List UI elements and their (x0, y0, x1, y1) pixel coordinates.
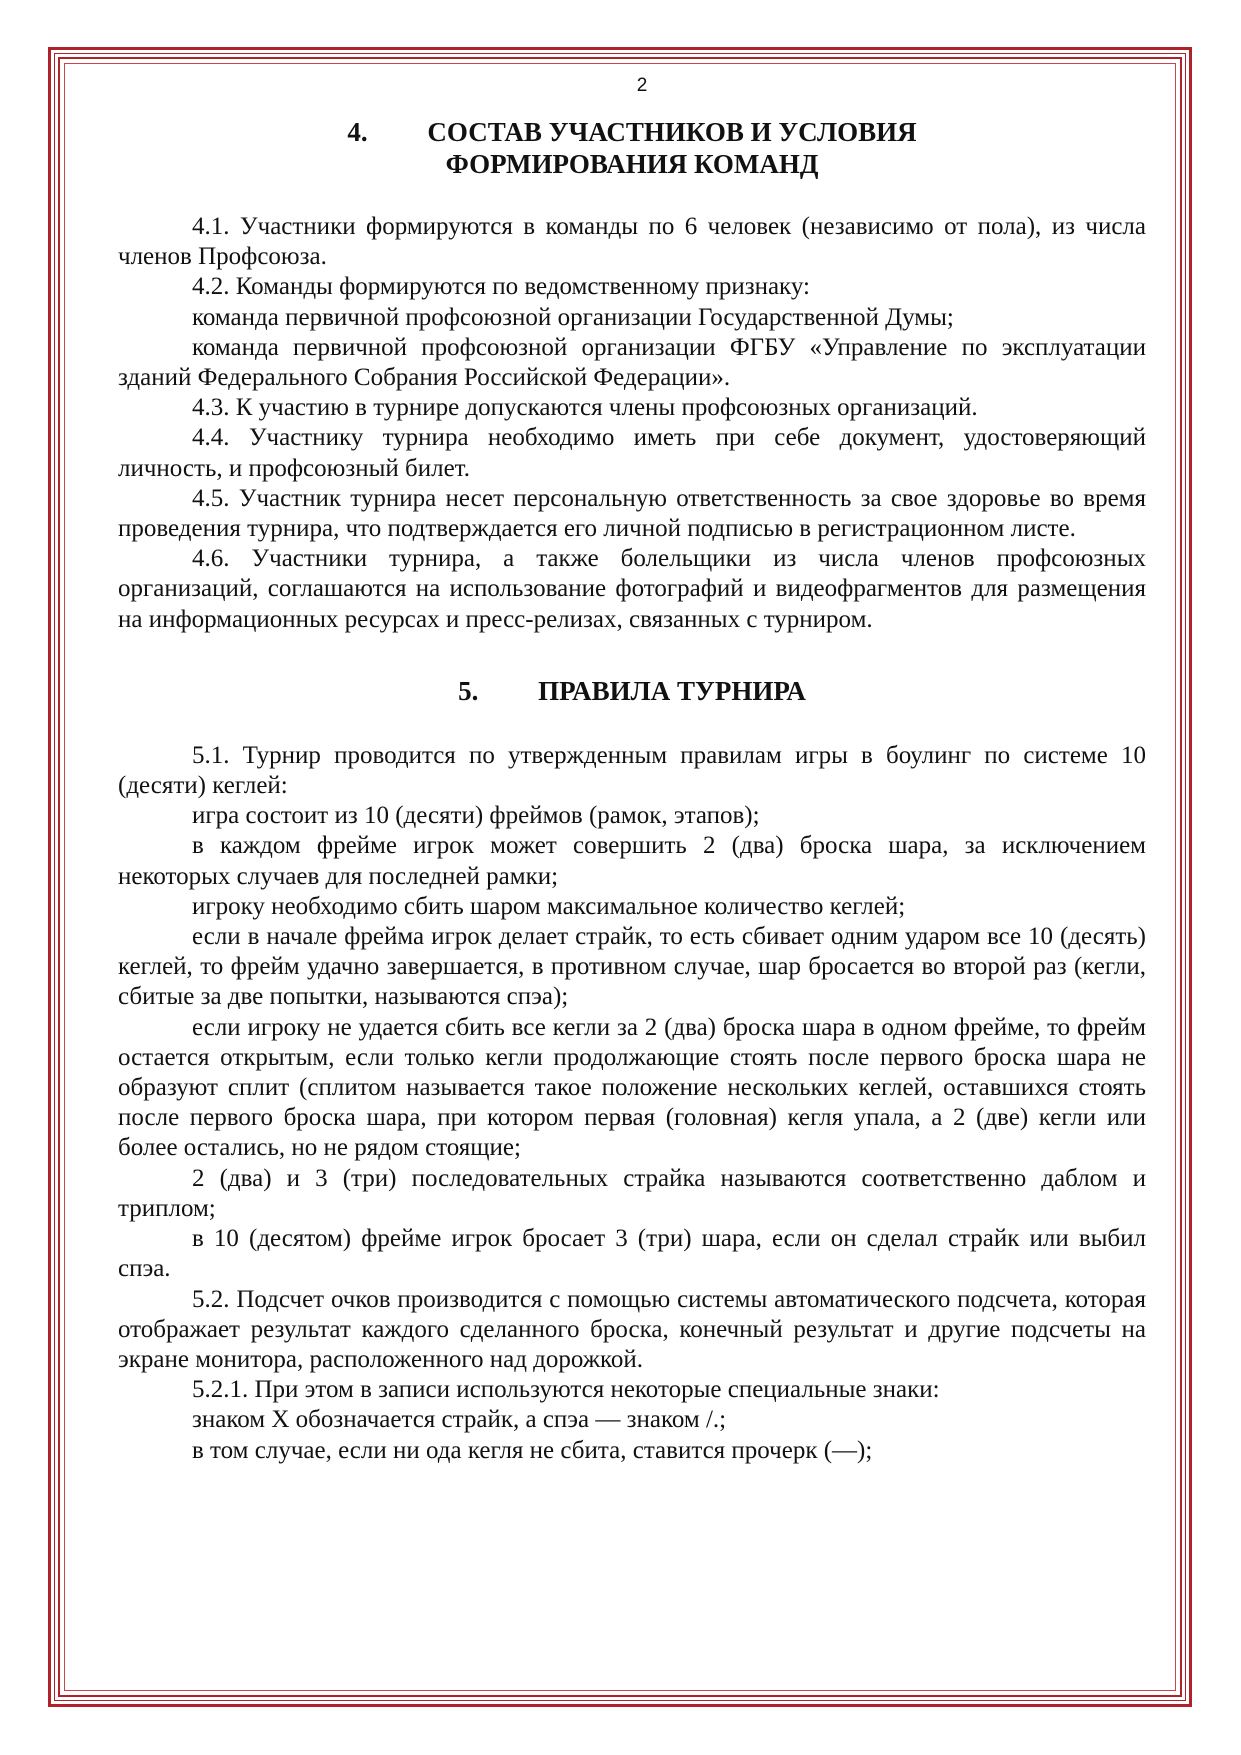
section-5-title: ПРАВИЛА ТУРНИРА (538, 675, 806, 706)
rule-item-double-triple: 2 (два) и 3 (три) последовательных страйка называются соответственно даблом и триплом; (118, 1164, 1146, 1222)
section-4-title-line2: ФОРМИРОВАНИЯ КОМАНД (445, 149, 819, 179)
paragraph-4-3: 4.3. К участию в турнире допускаются члены профсоюзных организаций. (192, 394, 978, 422)
section-5-number: 5. (458, 675, 479, 706)
rule-item-symbols: знаком Х обозначается страйк, а спэа — знаком /.; (192, 1406, 727, 1434)
section-5-body (118, 741, 1146, 1466)
paragraph-4-1: 4.1. Участники формируются в команды по 6 человек (независимо от пола), из числа членов Профсоюза. (118, 213, 1146, 271)
section-4-number: 4. (347, 117, 368, 147)
rule-item-strike: если в начале фрейма игрок делает страйк, то есть сбивает одним ударом все 10 (десять) кеглей, то фрейм удачно завершается, в противном случае, шар бросается во второй раз (кегли, сбитые за две попытки, называются спэа); (118, 923, 1146, 1011)
rule-item-max-pins: игроку необходимо сбить шаром максимальное количество кеглей; (192, 892, 906, 920)
section-4-title-line1: СОСТАВ УЧАСТНИКОВ И УСЛОВИЯ (427, 117, 917, 147)
document-page (118, 72, 1146, 1690)
section-4-heading (118, 116, 1146, 180)
paragraph-5-2: 5.2. Подсчет очков производится с помощью системы автоматического подсчета, которая отображает результат каждого сделанного броска, конечный результат и другие подсчеты на экране монитора, расположенного над дорожкой. (118, 1285, 1146, 1373)
rule-item-open-frame: если игроку не удается сбить все кегли за 2 (два) броска шара в одном фрейме, то фрейм остается открытым, если только кегли продолжающие стоять после первого броска шара не образуют сплит (сплитом называется такое положение нескольких кеглей, оставшихся стоять после первого броска шара, при котором первая (головная) кегля упала, а 2 (две) кегли или более остались, но не рядом стоящие; (118, 1013, 1146, 1162)
paragraph-4-2: 4.2. Команды формируются по ведомственному признаку: (192, 273, 810, 301)
paragraph-4-5: 4.5. Участник турнира несет персональную ответственность за свое здоровье во время проведения турнира, что подтверждается его личной подписью в регистрационном листе. (118, 484, 1146, 543)
section-4-body (118, 212, 1146, 635)
rule-item-throws: в каждом фрейме игрок может совершить 2 (два) броска шара, за исключением некоторых случаев для последней рамки; (118, 832, 1146, 890)
rule-item-dash: в том случае, если ни ода кегля не сбита, ставится прочерк (—); (192, 1436, 873, 1464)
section-5-heading (118, 675, 1146, 707)
paragraph-4-2-item-duma: команда первичной профсоюзной организации Государственной Думы; (192, 303, 954, 331)
paragraph-5-2-1: 5.2.1. При этом в записи используются некоторые специальные знаки: (192, 1376, 940, 1404)
paragraph-5-1: 5.1. Турнир проводится по утвержденным правилам игры в боулинг по системе 10 (десяти) кеглей: (118, 741, 1146, 800)
page-number: 2 (636, 75, 648, 96)
paragraph-4-6: 4.6. Участники турнира, а также болельщики из числа членов профсоюзных организаций, соглашаются на использование фотографий и видеофрагментов для размещения на информационных ресурсах и пресс-релизах, связанных с турниром. (118, 545, 1146, 633)
paragraph-4-4: 4.4. Участнику турнира необходимо иметь при себе документ, удостоверяющий личность, и профсоюзный билет. (118, 424, 1146, 482)
paragraph-4-2-item-fgbu: команда первичной профсоюзной организации ФГБУ «Управление по эксплуатации зданий Федерального Собрания Российской Федерации». (118, 333, 1146, 392)
rule-item-frames: игра состоит из 10 (десяти) фреймов (рамок, этапов); (192, 802, 760, 830)
rule-item-tenth-frame: в 10 (десятом) фрейме игрок бросает 3 (три) шара, если он сделал страйк или выбил спэа. (118, 1225, 1146, 1283)
